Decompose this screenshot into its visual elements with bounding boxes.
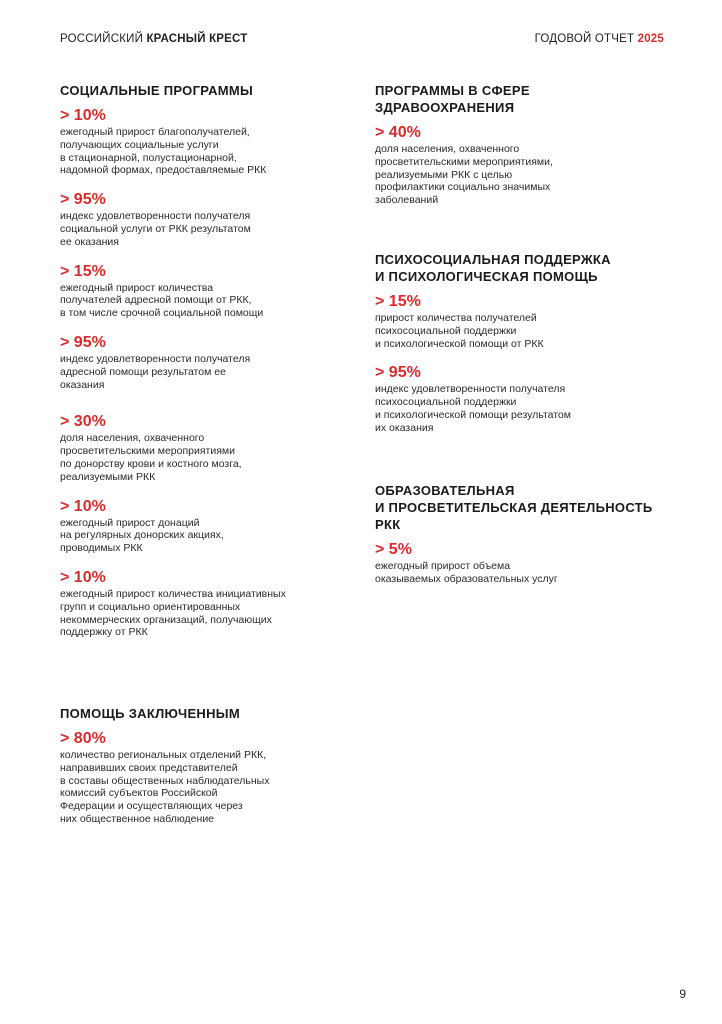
section-social-programs [60, 82, 350, 653]
indicator-description: ежегодный прирост количества получателей адресной помощи от РКК, в том числе срочной социальной помощи [60, 281, 264, 320]
indicator [60, 413, 350, 483]
indicator-value: > 40% [375, 124, 421, 141]
indicator-value: > 10% [60, 107, 106, 124]
indicator-value: > 5% [375, 541, 412, 558]
section-prisoner-assistance [60, 705, 350, 840]
indicator [60, 569, 350, 639]
indicator [375, 293, 685, 350]
indicator [60, 107, 350, 177]
indicator [375, 364, 685, 434]
indicator-value: > 10% [60, 497, 106, 515]
indicator-value: > 95% [375, 364, 421, 382]
indicator-value: > 80% [60, 730, 106, 747]
indicator-description: количество региональных отделений РКК, направивших своих представителей в составы общественных наблюдательных комиссий субъектов Российской Федерации и осуществляющих через них общественное наблюдение [60, 749, 270, 825]
header-org-bold: КРАСНЫЙ КРЕСТ [146, 33, 248, 45]
section-title: СОЦИАЛЬНЫЕ ПРОГРАММЫ [60, 83, 254, 98]
section-title: ПОМОЩЬ ЗАКЛЮЧЕННЫМ [60, 706, 240, 721]
indicator-description: индекс удовлетворенности получателя психосоциальной поддержки и психологической помощи результатом их оказания [375, 383, 571, 434]
indicator [60, 191, 350, 248]
indicator-description: прирост количества получателей психосоциальной поддержки и психологической помощи от РКК [375, 312, 544, 350]
indicator [375, 541, 695, 586]
section-title: ПСИХОСОЦИАЛЬНАЯ ПОДДЕРЖКА И ПСИХОЛОГИЧЕСКАЯ ПОМОЩЬ [375, 252, 611, 284]
indicator-value: > 30% [60, 413, 106, 431]
header-report-year: 2025 [637, 33, 664, 45]
section-healthcare-programs [375, 82, 685, 221]
indicator-description: индекс удовлетворенности получателя адресной помощи результатом ее оказания [60, 352, 251, 391]
indicator [60, 498, 350, 555]
section-psychosocial-support [375, 251, 685, 449]
indicator-description: ежегодный прирост количества инициативных групп и социально ориентированных некоммерческих организаций, получающих поддержку от РКК [60, 587, 286, 639]
indicator [60, 334, 350, 391]
indicator-description: ежегодный прирост донаций на регулярных донорских акциях, проводимых РКК [60, 516, 224, 555]
indicator-description: ежегодный прирост благополучателей, получающих социальные услуги в стационарной, полустационарной, надомной формах, предоставляемые РКК [60, 126, 267, 177]
header-org-light: РОССИЙСКИЙ [60, 33, 144, 45]
indicator-description: ежегодный прирост объема оказываемых образовательных услуг [375, 560, 558, 585]
indicator-description: индекс удовлетворенности получателя социальной услуги от РКК результатом ее оказания [60, 210, 251, 248]
header-report [535, 33, 664, 45]
section-title: ПРОГРАММЫ В СФЕРЕ ЗДРАВООХРАНЕНИЯ [375, 83, 530, 115]
indicator [60, 263, 350, 320]
indicator-value: > 15% [60, 262, 106, 280]
section-title: ОБРАЗОВАТЕЛЬНАЯ И ПРОСВЕТИТЕЛЬСКАЯ ДЕЯТЕЛЬНОСТЬ РКК [375, 483, 653, 532]
indicator-value: > 10% [60, 568, 106, 586]
indicator-description: доля населения, охваченного просветительскими мероприятиями по донорству крови и костного мозга, реализуемыми РКК [60, 432, 242, 483]
header-organization [60, 33, 247, 45]
header-report-title: ГОДОВОЙ ОТЧЕТ [534, 33, 635, 45]
indicator [375, 124, 685, 207]
indicator-description: доля населения, охваченного просветительскими мероприятиями, реализуемыми РКК с целью профилактики социально значимых заболеваний [375, 143, 553, 207]
indicator [60, 730, 350, 826]
indicator-value: > 95% [60, 333, 106, 351]
indicator-value: > 95% [60, 191, 106, 209]
page-number: 9 [679, 987, 686, 1001]
section-education [375, 482, 695, 600]
indicator-value: > 15% [375, 293, 421, 310]
